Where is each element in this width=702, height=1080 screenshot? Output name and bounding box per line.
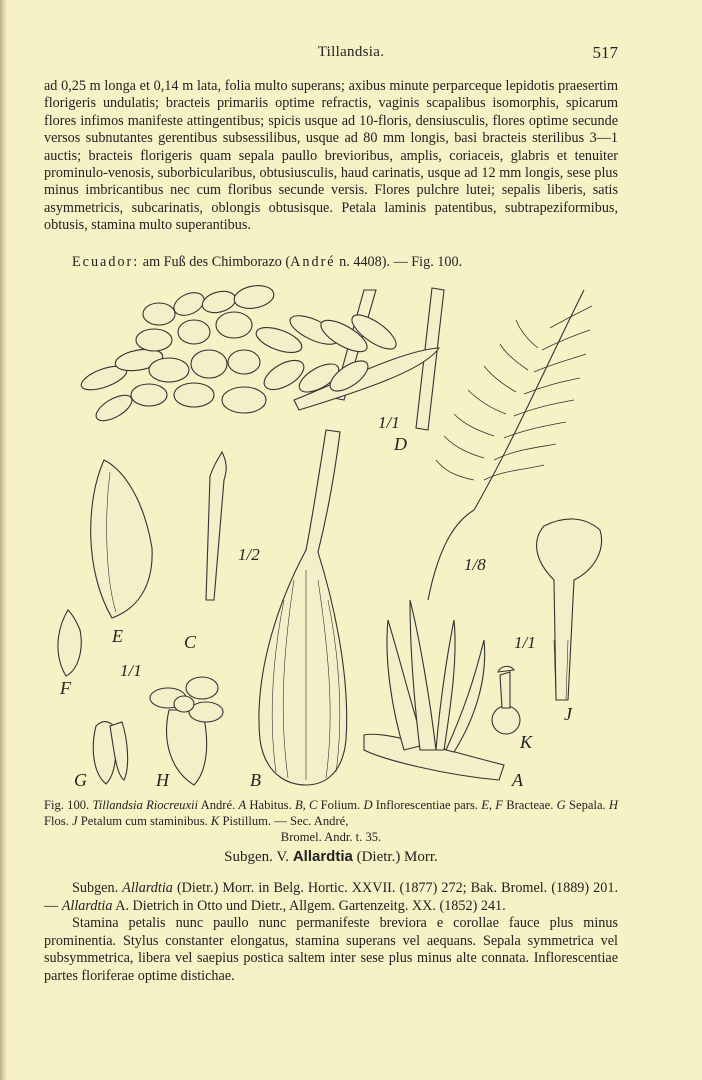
scale-label-ef: 1/1 xyxy=(120,661,142,680)
scale-label-j: 1/1 xyxy=(514,633,536,652)
locality-country: Ecuador: xyxy=(72,254,140,270)
subgenus-prefix: Subgen. V. xyxy=(224,849,290,865)
page-gutter-shadow xyxy=(0,0,7,1080)
petal-drawing-j xyxy=(537,519,602,700)
subgenus-section xyxy=(44,880,618,986)
figure-label-f: F xyxy=(60,678,71,698)
subgenus-heading xyxy=(0,848,662,866)
caption-text-d: Inflorescentiae pars. xyxy=(375,798,478,812)
subgenus-description: Stamina petalis nunc paullo nunc permanifeste breviora e corollae fauce plus minus prominentia. Stylus constanter elongatus, stamina superans vel aequans. Sepala symmetrica vel subsymmetrica, libera vel saepius postica saltem inter sese plus minus alte connata. Inflorescentiae partes floriferae optime distichae. xyxy=(44,915,618,984)
caption-text-ef: Bracteae. xyxy=(506,798,554,812)
subgenus-authority: (Dietr.) Morr. xyxy=(356,849,438,865)
caption-key-a: A xyxy=(238,798,247,812)
figure-label-b: B xyxy=(250,770,261,790)
caption-key-h: H xyxy=(608,798,619,812)
leaf-tip-drawing-c xyxy=(206,452,226,600)
botanical-figure xyxy=(44,280,624,800)
description-paragraph xyxy=(44,78,618,235)
page-number: 517 xyxy=(592,43,618,62)
figure-caption xyxy=(44,797,618,845)
caption-key-d: D xyxy=(363,798,373,812)
caption-text-g: Sepala. xyxy=(568,798,606,812)
figure-label-h: H xyxy=(156,770,169,790)
inflorescence-drawing-d xyxy=(78,283,444,430)
subgenus-references xyxy=(44,880,618,915)
caption-text-bc: Folium. xyxy=(320,798,361,812)
subgenus-name: Allardtia xyxy=(292,848,353,865)
sepals-drawing-g xyxy=(93,722,127,785)
figure-label-a: A xyxy=(512,770,523,790)
ref-prefix: Subgen. xyxy=(72,880,119,896)
scale-label-c: 1/2 xyxy=(238,545,260,564)
ref-genus-1: Allardtia xyxy=(122,880,173,896)
figure-label-g: G xyxy=(74,770,87,790)
pistil-drawing-k xyxy=(492,666,520,734)
caption-key-g: G xyxy=(556,798,566,812)
caption-text-h: Flos. xyxy=(44,814,69,828)
caption-text-k: Pistillum. — Sec. André, xyxy=(222,814,349,828)
leaf-drawing-b xyxy=(259,430,347,785)
figure-illustration xyxy=(44,280,624,800)
caption-text-j: Petalum cum staminibus. xyxy=(80,814,208,828)
locality-collector: André xyxy=(290,254,336,270)
ref-citation-2: A. Dietrich in Otto und Dietr., Allgem. Gartenzeitg. XX. (1852) 241. xyxy=(115,897,506,914)
scale-label-d: 1/1 xyxy=(378,413,400,432)
bract-drawing-e xyxy=(91,460,152,618)
running-header: Tillandsia. xyxy=(317,44,385,60)
locality-line xyxy=(72,254,462,271)
locality-rest: n. 4408). — Fig. 100. xyxy=(335,254,463,270)
figure-label-e: E xyxy=(112,626,123,646)
caption-key-k: K xyxy=(210,814,220,828)
caption-source: Bromel. Andr. t. 35. xyxy=(280,830,382,844)
figure-label-k: K xyxy=(520,732,533,752)
locality-place: am Fuß des Chimborazo ( xyxy=(142,254,291,270)
figure-label-c: C xyxy=(184,632,197,652)
ref-citation-1: (Dietr.) Morr. in Belg. Hortic. XXVII. (1877) 272; Bak. Bromel. (1889) 201. — xyxy=(44,880,619,914)
caption-author: André. xyxy=(200,798,236,812)
flower-drawing-h xyxy=(150,677,223,785)
figure-label-j: J xyxy=(564,704,572,724)
caption-key-bc: B, C xyxy=(294,798,318,812)
caption-key-j: J xyxy=(72,814,78,828)
description-text: ad 0,25 m longa et 0,14 m lata, folia multo superans; axibus minute perparceque lepidotis praesertim florigeris undulatis; bracteis primariis optime refractis, vaginis scapalibus isomorphis, spicarum flores infimos manifeste attingentibus; spicis usque ad 10-floris, densiusculis, flores optime secunde versos subnutantes gerentibus subsessilibus, usque ad 80 mm longis, basi bracteis sterilibus 3—1 auctis; bracteis florigeris quam sepala paullo brevioribus, amplis, coriaceis, glabris et tenuiter prominulo-venosis, suborbicularibus, obtusiusculis, haud carinatis, usque ad 12 mm longis, sese plus minus imbricantibus nec cum floribus secunde versis. Flores pulchre lutei; sepalis liberis, satis asymmetricis, subcarinatis, oblongis obtusisque. Petala laminis patentibus, subtrapeziformibus, obtusis, stamina multo superantibus. xyxy=(44,78,618,234)
caption-text-a: Habitus. xyxy=(249,798,292,812)
inflorescence-branches xyxy=(436,306,592,480)
bract-drawing-f xyxy=(58,610,81,676)
scale-label-a: 1/8 xyxy=(464,555,486,574)
caption-fig-number: Fig. 100. xyxy=(44,798,90,812)
ref-genus-2: Allardtia xyxy=(61,897,113,914)
caption-key-ef: E, F xyxy=(481,798,503,812)
caption-species: Tillandsia Riocreuxii xyxy=(92,798,199,812)
figure-label-d: D xyxy=(394,434,407,454)
